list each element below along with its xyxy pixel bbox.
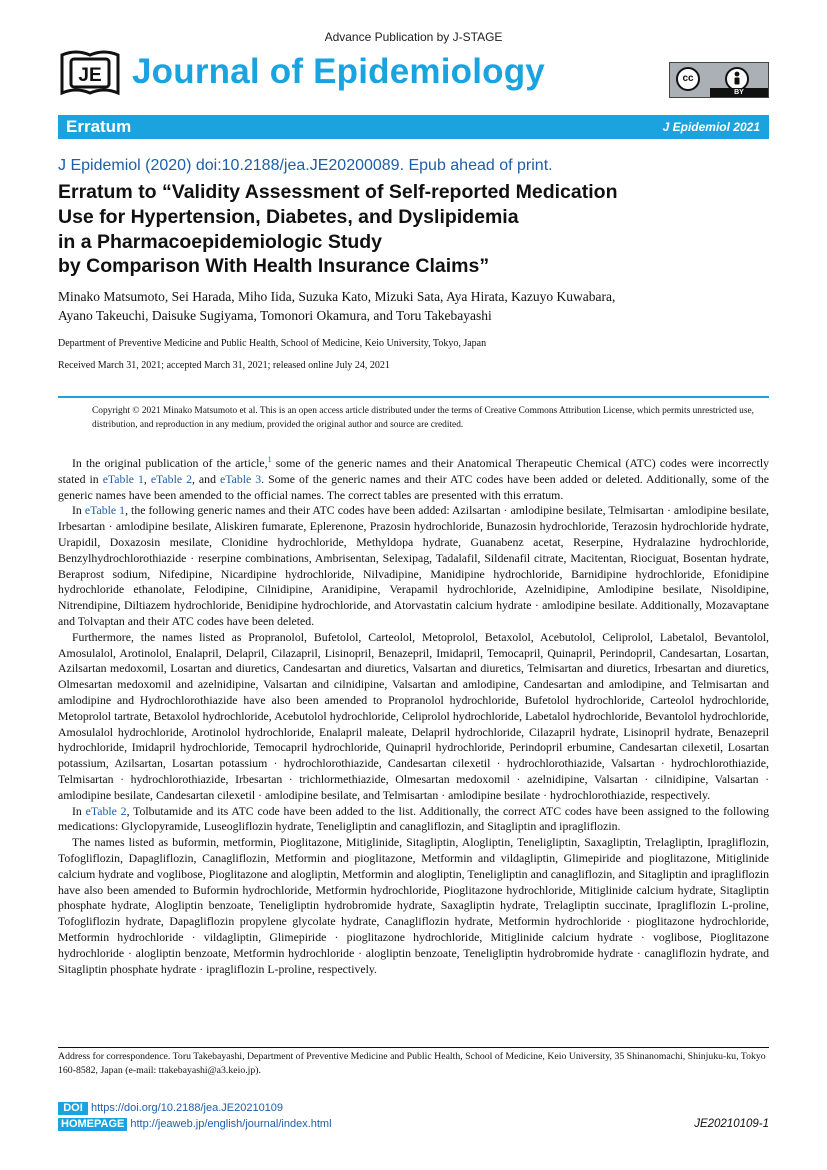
copyright-notice: Copyright © 2021 Minako Matsumoto et al. This is an open access article distributed under the terms of Creative Commons Attribution License, which permits unrestricted use, distribution, and reproduction in any medium, provided the original author and source are credited. (92, 406, 755, 430)
article-id: JE20210109-1 (694, 1118, 769, 1130)
by-label: BY (710, 88, 768, 97)
cc-icon: cc (676, 67, 700, 91)
reference-link[interactable]: 1 (267, 455, 272, 465)
homepage-tag: HOMEPAGE (58, 1118, 127, 1131)
author-list (58, 288, 769, 325)
logo-letters: JE (78, 65, 102, 86)
authors-line: Ayano Takeuchi, Daisuke Sugiyama, Tomonori Okamura, and Toru Takebayashi (58, 307, 492, 323)
journal-logo-icon (58, 49, 122, 99)
text-run: In (72, 503, 85, 518)
text-run: , (143, 471, 151, 486)
doi-tag: DOI (58, 1102, 88, 1115)
text-run: . Some of the generic names and their ATC codes have been added or deleted. Additionally, some of the generic names have been amended to the official names. The correct tables are presented with this erratum. (58, 471, 769, 502)
etable1-link[interactable]: eTable 1 (84, 503, 126, 518)
doi-row (58, 1102, 283, 1115)
etable2-link[interactable]: eTable 2 (150, 471, 192, 486)
title-line: Use for Hypertension, Diabetes, and Dyslipidemia (58, 205, 519, 228)
article-title (58, 180, 778, 279)
correspondence-address: Address for correspondence. Toru Takebayashi, Department of Preventive Medicine and Public Health, School of Medicine, Keio University, 35 Shinanomachi, Shinjuku-ku, Tokyo 160-8582, Japan (e-mail: ttakebayashi@a3.keio.jp). (58, 1051, 766, 1076)
publication-dates: Received March 31, 2021; accepted March 31, 2021; released online July 24, 2021 (58, 360, 390, 371)
journal-citation: J Epidemiol 2021 (662, 120, 760, 134)
authors-line: Minako Matsumoto, Sei Harada, Miho Iida, Suzuka Kato, Mizuki Sata, Aya Hirata, Kazuyo Kuwabara, (58, 289, 616, 304)
text-run: , and (191, 471, 220, 486)
body-paragraph: Furthermore, the names listed as Propranolol, Bufetolol, Carteolol, Metoprolol, Betaxolol, Acebutolol, Celiprolol, Labetalol, Bevantolol, Amosulalol, Arotinolol, Enalapril, Delapril, Cilazapril, Lisinopril, Benazepril, Imidapril, Temocapril, Quinapril, Perindopril, Candesartan, Losartan, Azilsartan medoxomil, Losartan and diuretics, Candesartan and diuretics, Valsartan and diuretics, Telmisartan and diuretics, Irbesartan and diuretics, Olmesartan medoxomil and azelnidipine, Valsartan and cilnidipine, Valsartan and amlodipine, Candesartan and amlodipine, and Telmisartan and amlodipine and Hydrochlorothiazide have also been amended to Propranolol hydrochloride, Bufetolol hydrochloride, Carteolol hydrochloride, Metoprolol tartrate, Betaxolol hydrochloride, Acebutolol hydrochloride, Celiprolol hydrochloride, Labetalol hydrochloride, Bevantolol hydrochloride, Amosulalol hydrochloride, Arotinolol hydrochloride, Enalapril maleate, Delapril hydrochloride, Cilazapril hydrate, Lisinopril hydrate, Benazepril hydrochloride, Imidapril hydrochloride, Temocapril hydrochloride, Quinapril hydrochloride, Perindopril erbumine, Candesartan cilexetil, Losartan potassium, Azilsartan, Losartan potassium · hydrochlorothiazide, Candesartan cilexetil · hydrochlorothiazide, Valsartan · hydrochlorothiazide, Telmisartan · hydrochlorothiazide, Irbesartan · trichlormethiazide, Olmesartan medoxomil · azelnidipine, Valsartan · cilnidipine, Valsartan · amlodipine besilate, Candesartan cilexetil · amlodipine besilate, and Telmisartan · amlodipine besilate · hydrochlorothiazide, respectively. (58, 629, 769, 802)
journal-name: Journal of Epidemiology (132, 52, 545, 91)
etable1-link[interactable]: eTable 1 (102, 471, 144, 486)
text-run: some of the generic names and their Anatomical Therapeutic Chemical (ATC) codes were incorrectly stated in (58, 456, 769, 486)
advance-publication-note: Advance Publication by J-STAGE (324, 30, 503, 44)
text-run: In the original publication of the article, (72, 456, 268, 470)
article-type-label: Erratum (66, 117, 132, 136)
original-article-doi: J Epidemiol (2020) doi:10.2188/jea.JE20200089. Epub ahead of print. (58, 157, 553, 174)
text-run: In (72, 803, 86, 818)
creative-commons-by-icon[interactable] (669, 62, 769, 98)
divider (58, 396, 769, 398)
body-paragraph: The names listed as buformin, metformin, Pioglitazone, Mitiglinide, Sitagliptin, Alogliptin, Teneligliptin, Saxagliptin, Trelagliptin, Ipragliflozin, Tofogliflozin, Dapagliflozin, Canagliflozin, Metformin and pioglitazone, Metformin and vildagliptin, Glimepiride and pioglitazone, Mitiglinide calcium hydrate and voglibose, Pioglitazone and alogliptin, Metformin and alogliptin, Teneligliptin and canagliflozin, and Sitagliptin and ipragliflozin have also been amended to Buformin hydrochloride, Metformin hydrochloride, Pioglitazone hydrochloride, Mitiglinide calcium hydrate, Sitagliptin phosphate hydrate, Alogliptin benzoate, Teneligliptin hydrobromide hydrate, Saxagliptin hydrate, Trelagliptin succinate, Ipragliflozin L-proline, Tofogliflozin hydrate, Dapagliflozin propylene glycolate hydrate, Canagliflozin hydrate, Metformin hydrochloride · pioglitazone hydrochloride, Metformin hydrochloride · vildagliptin, Glimepiride · pioglitazone hydrochloride, Mitiglinide calcium hydrate · voglibose, Pioglitazone hydrochloride · alogliptin benzoate, Metformin hydrochloride · alogliptin benzoate, Teneligliptin hydrobromide hydrate · canagliflozin hydrate, and Sitagliptin phosphate hydrate · ipragliflozin L-proline, respectively. (58, 835, 769, 976)
body-paragraph (58, 503, 769, 629)
etable3-link[interactable]: eTable 3 (219, 471, 262, 486)
article-body (58, 456, 769, 977)
article-type-banner (58, 115, 769, 139)
title-line: Erratum to “Validity Assessment of Self-reported Medication (58, 181, 618, 203)
title-line: by Comparison With Health Insurance Claims” (58, 255, 490, 278)
doi-link[interactable]: https://doi.org/10.2188/jea.JE20210109 (91, 1102, 284, 1114)
text-run: , the following generic names and their ATC codes have been added: Azilsartan · amlodipine besilate, Telmisartan · amlodipine besilate, Irbesartan · amlodipine besilate, Aliskiren fumarate, Eplerenone, Prazosin hydrochloride, Bunazosin hydrochloride, Terazosin hydrochloride hydrate, Urapidil, Doxazosin mesilate, Clonidine hydrochloride, Methyldopa hydrate, Guanabenz acetat, Reserpine, Hydralazine hydrochloride, Benzylhydrochlorothiazide · reserpine combinations, Ambrisentan, Selexipag, Tadalafil, Sildenafil citrate, Macitentan, Riociguat, Bosentan hydrate, Beraprost sodium, Nifedipine, Nicardipine hydrochloride, Nilvadipine, Manidipine hydrochloride, Barnidipine hydrochloride, Efonidipine hydrochloride ethanolate, Felodipine, Cilnidipine, Aranidipine, Verapamil hydrochloride, Azelnidipine, Amlodipine besilate, Nisoldipine, Nitrendipine, Diltiazem hydrochloride, Benidipine hydrochloride, and Atorvastatin calcium hydrate · amlodipine besilate. Additionally, Mozavaptane and Tolvaptan and their ATC codes have been deleted. (58, 503, 770, 628)
title-line: in a Pharmacoepidemiologic Study (58, 230, 382, 253)
homepage-link[interactable]: http://jeaweb.jp/english/journal/index.html (130, 1118, 332, 1130)
body-paragraph (58, 804, 769, 836)
etable2-link[interactable]: eTable 2 (85, 803, 127, 818)
text-run: , Tolbutamide and its ATC code have been added to the list. Additionally, the correct ATC codes have been assigned to the following medications: Glyclopyramide, Luseogliflozin hydrate, Teneligliptin and canagliflozin, and Sitagliptin and ipragliflozin. (58, 803, 770, 834)
divider (58, 1047, 769, 1048)
body-paragraph (58, 456, 769, 503)
affiliation: Department of Preventive Medicine and Public Health, School of Medicine, Keio University, Tokyo, Japan (58, 338, 487, 349)
